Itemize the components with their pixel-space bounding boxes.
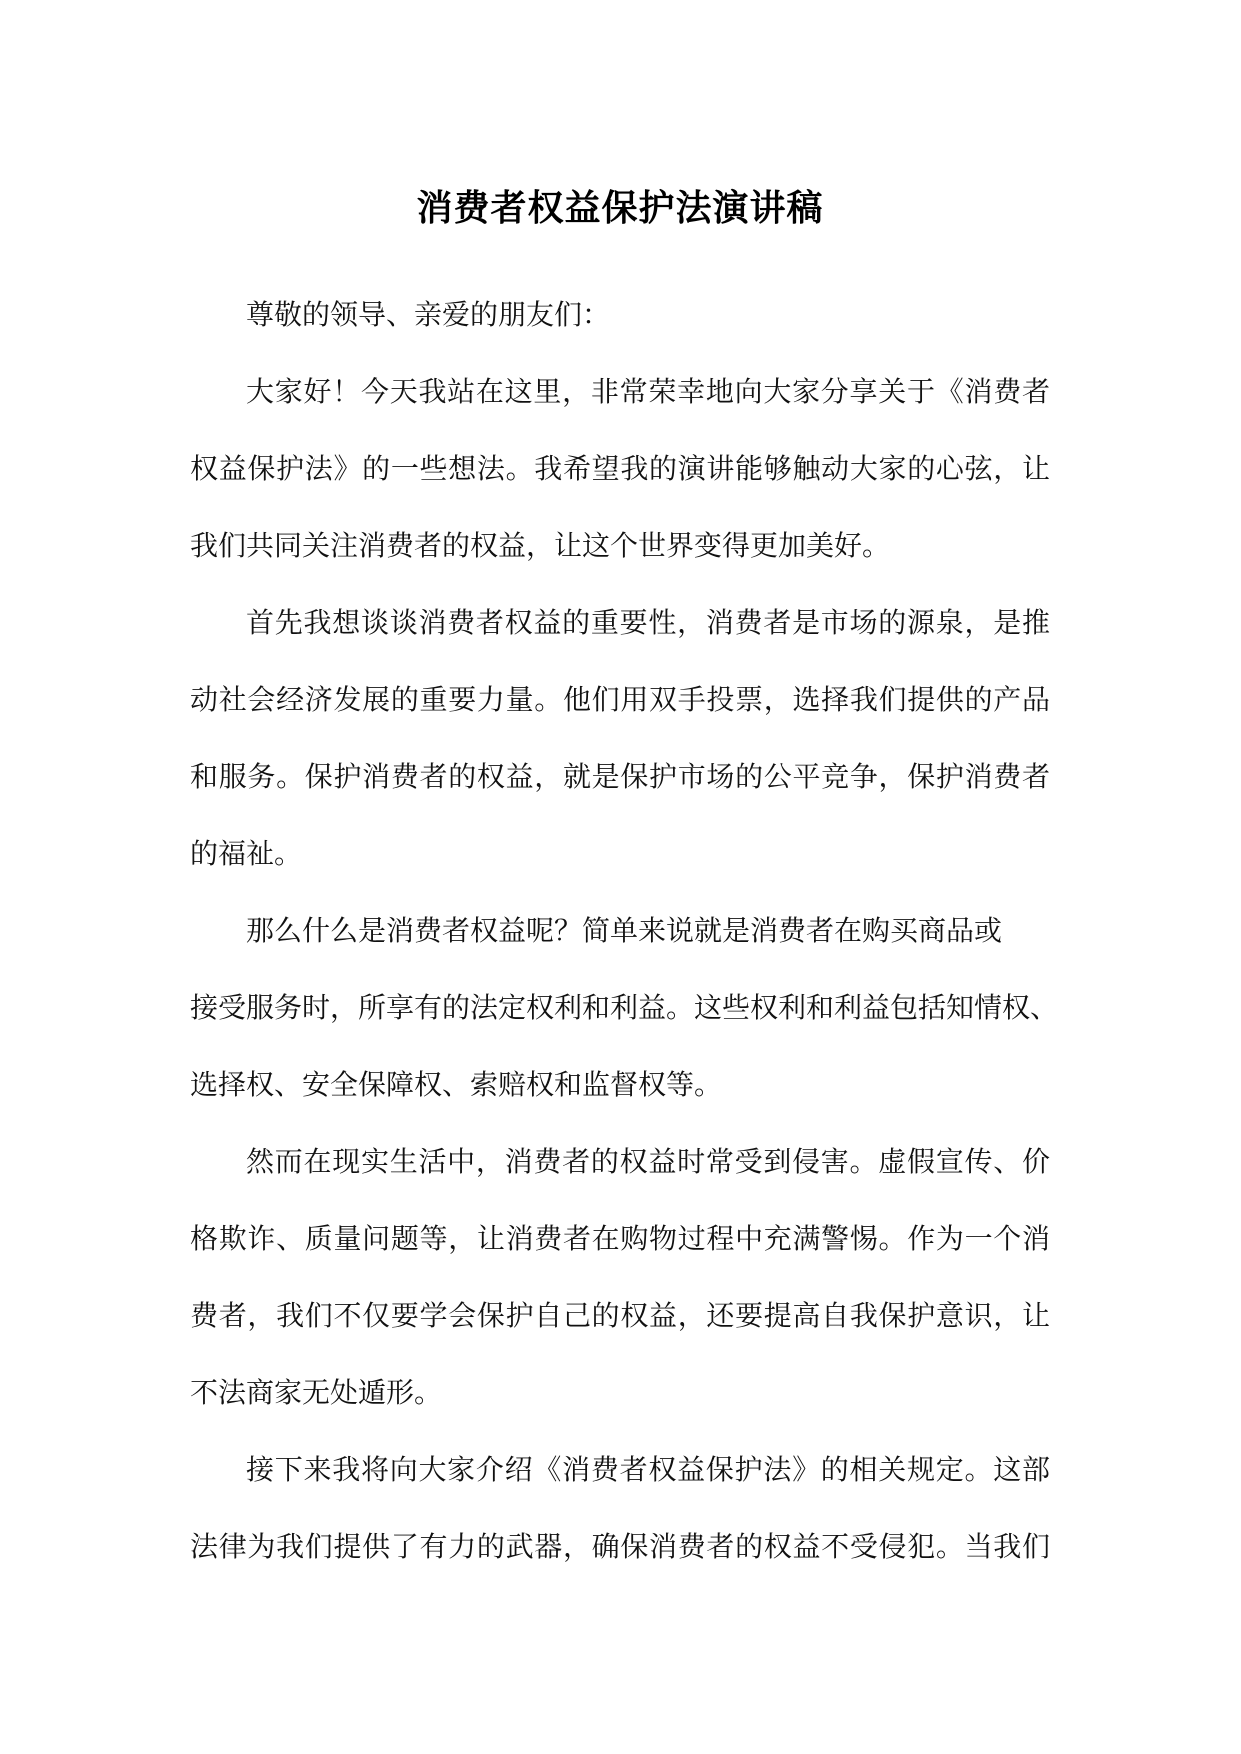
document-body — [190, 276, 1059, 1585]
text-line: 接下来我将向大家介绍《消费者权益保护法》的相关规定。这部 — [246, 1453, 1050, 1486]
text-line: 我们共同关注消费者的权益，让这个世界变得更加美好。 — [190, 529, 891, 562]
paragraph-definition — [190, 892, 1059, 1123]
text-line: 动社会经济发展的重要力量。他们用双手投票，选择我们提供的产品 — [190, 683, 1050, 716]
text-line: 权益保护法》的一些想法。我希望我的演讲能够触动大家的心弦，让 — [190, 452, 1050, 485]
text-line: 格欺诈、质量问题等，让消费者在购物过程中充满警惕。作为一个消 — [190, 1222, 1050, 1255]
text-line: 接受服务时，所享有的法定权利和利益。这些权利和利益包括知情权、 — [190, 991, 1059, 1024]
document-content — [190, 178, 1059, 1585]
text-line: 尊敬的领导、亲爱的朋友们： — [246, 298, 611, 331]
text-line: 法律为我们提供了有力的武器，确保消费者的权益不受侵犯。当我们 — [190, 1530, 1050, 1563]
paragraph-salutation — [190, 276, 1050, 353]
text-line: 不法商家无处遁形。 — [190, 1376, 443, 1409]
paragraph-law-intro — [190, 1431, 1050, 1585]
paragraph-importance — [190, 584, 1050, 892]
text-line: 和服务。保护消费者的权益，就是保护市场的公平竞争，保护消费者 — [190, 760, 1050, 793]
text-line: 的福祉。 — [190, 837, 303, 870]
text-line: 首先我想谈谈消费者权益的重要性，消费者是市场的源泉，是推 — [246, 606, 1050, 639]
text-line: 大家好！今天我站在这里，非常荣幸地向大家分享关于《消费者 — [246, 375, 1050, 408]
text-line: 费者，我们不仅要学会保护自己的权益，还要提高自我保护意识，让 — [190, 1299, 1050, 1332]
text-line: 然而在现实生活中，消费者的权益时常受到侵害。虚假宣传、价 — [246, 1145, 1050, 1178]
paragraph-greeting — [190, 353, 1050, 584]
text-line: 那么什么是消费者权益呢？简单来说就是消费者在购买商品或 — [246, 914, 1003, 947]
document-title: 消费者权益保护法演讲稿 — [416, 187, 824, 229]
text-line: 选择权、安全保障权、索赔权和监督权等。 — [190, 1068, 723, 1101]
paragraph-reality — [190, 1123, 1050, 1431]
